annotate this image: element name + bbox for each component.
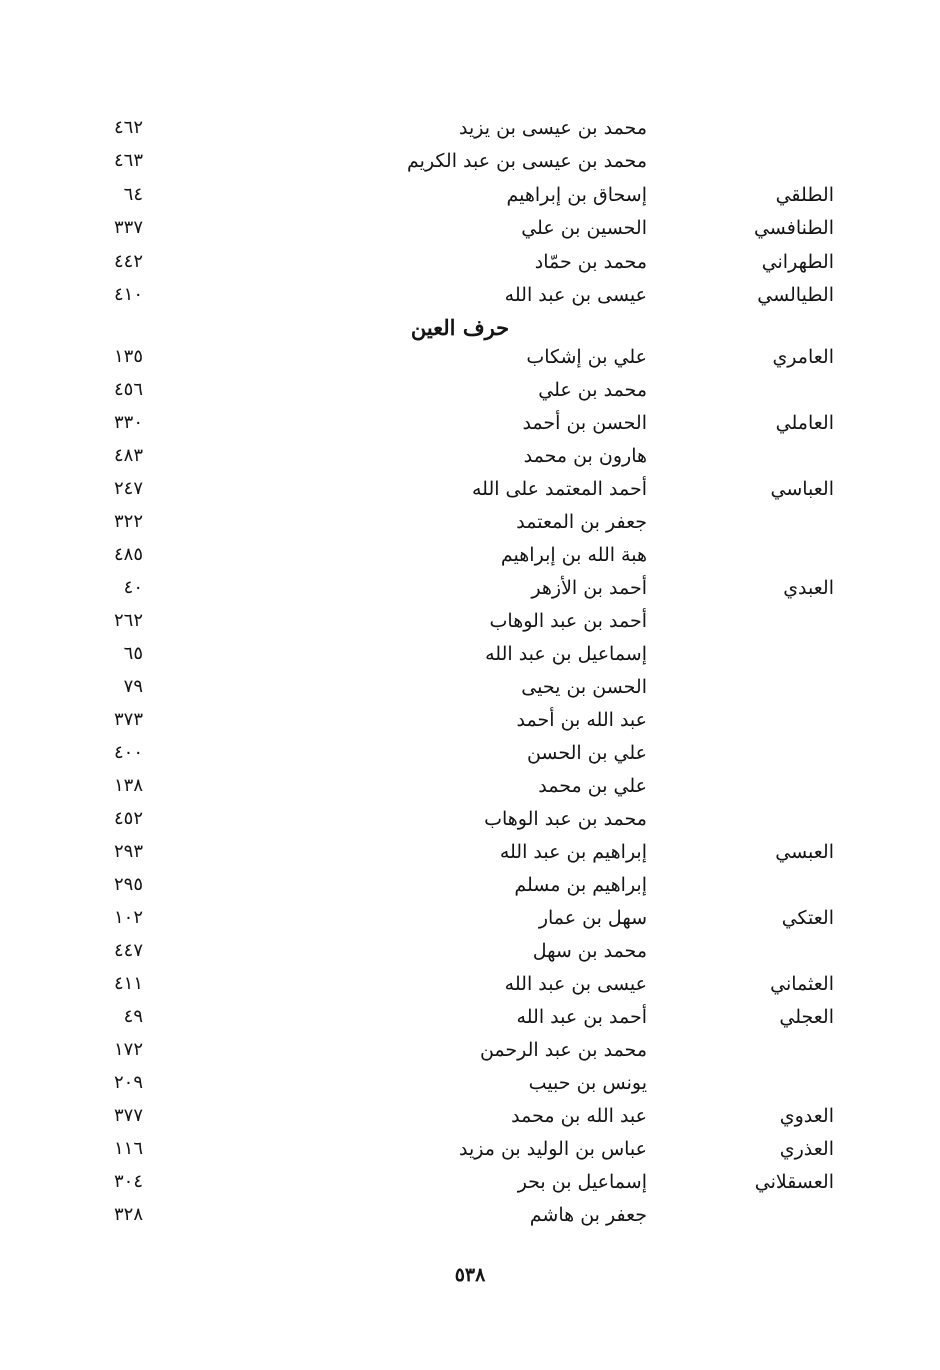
page-reference: ١٣٨ [113, 775, 143, 796]
person-name: عباس بن الوليد بن مزيد [458, 1138, 647, 1160]
index-entry [0, 935, 940, 967]
page-reference: ٢٩٥ [113, 874, 143, 895]
page-reference: ٦٥ [123, 643, 143, 664]
person-name: محمد بن سهل [532, 940, 647, 962]
person-name: جعفر بن المعتمد [516, 511, 647, 533]
nisba-label: الطنافسي [753, 217, 834, 240]
person-name: محمد بن عيسى بن يزيد [459, 117, 647, 139]
person-name: محمد بن عيسى بن عبد الكريم [407, 150, 647, 173]
person-name: عيسى بن عبد الله [504, 973, 647, 995]
section-heading: حرف العين [410, 315, 510, 340]
nisba-label: العاملي [775, 412, 834, 434]
page-reference: ١٣٥ [113, 346, 143, 367]
page-reference: ٢٦٢ [113, 610, 143, 631]
index-entry [0, 473, 940, 505]
page-reference: ٤٥٦ [113, 379, 143, 400]
nisba-label: العدوي [779, 1105, 834, 1127]
page-reference: ٤١١ [113, 973, 143, 994]
page-reference: ٣٣٧ [113, 217, 143, 239]
index-entry [0, 572, 940, 604]
page-reference: ٤١٠ [113, 284, 143, 305]
index-entry [0, 869, 940, 901]
nisba-label: العباسي [770, 478, 834, 500]
index-entry [0, 407, 940, 439]
page-reference: ١٠٢ [113, 907, 143, 928]
index-entry [0, 1001, 940, 1033]
page-reference: ٤٤٧ [113, 940, 143, 961]
index-entry [0, 1034, 940, 1066]
page-reference: ٣٢٨ [113, 1204, 143, 1225]
index-entry [0, 770, 940, 802]
person-name: إبراهيم بن عبد الله [499, 841, 647, 863]
page-number: ٥٣٨ [454, 1264, 486, 1286]
index-entry [0, 1100, 940, 1132]
nisba-label: العسقلاني [754, 1171, 834, 1193]
nisba-label: العتكي [781, 907, 834, 929]
index-entry [0, 341, 940, 373]
page-reference: ٤٥٢ [113, 808, 143, 829]
nisba-label: الطهراني [761, 250, 834, 273]
person-name: محمد بن علي [538, 379, 647, 401]
index-entry [0, 246, 940, 278]
page-reference: ٤٩ [123, 1006, 143, 1027]
page-reference: ٧٩ [123, 676, 143, 697]
person-name: عيسى بن عبد الله [504, 284, 647, 306]
page-reference: ٣٢٢ [113, 511, 143, 532]
index-entry [0, 279, 940, 311]
person-name: محمد بن حمّاد [534, 250, 647, 273]
page-reference: ١٧٢ [113, 1039, 143, 1060]
person-name: علي بن إشكاب [526, 346, 647, 368]
page-reference: ١١٦ [113, 1138, 143, 1159]
person-name: الحسن بن أحمد [522, 412, 647, 434]
index-entry [0, 179, 940, 211]
page-reference: ٣٧٧ [113, 1105, 143, 1126]
person-name: عبد الله بن أحمد [516, 709, 647, 731]
nisba-label: العجلي [779, 1006, 834, 1028]
page-reference: ٢٩٣ [113, 841, 143, 862]
index-entry [0, 704, 940, 736]
page-reference: ٤٠ [123, 577, 143, 598]
index-entry [0, 737, 940, 769]
person-name: أحمد بن عبد الله [516, 1006, 647, 1028]
index-entry [0, 1067, 940, 1099]
index-entry [0, 506, 940, 538]
nisba-label: العذري [779, 1138, 834, 1160]
nisba-label: العبدي [783, 577, 834, 599]
person-name: الحسن بن يحيى [521, 676, 647, 698]
person-name: إبراهيم بن مسلم [514, 874, 647, 896]
person-name: هبة الله بن إبراهيم [500, 544, 647, 566]
index-entry [0, 145, 940, 177]
person-name: جعفر بن هاشم [529, 1204, 647, 1226]
page-reference: ٤٨٣ [113, 445, 143, 466]
person-name: إسماعيل بن عبد الله [485, 643, 647, 665]
index-entry [0, 1133, 940, 1165]
index-entry [0, 374, 940, 406]
index-entry [0, 803, 940, 835]
person-name: أحمد المعتمد على الله [471, 478, 647, 500]
index-entry [0, 605, 940, 637]
index-entry [0, 902, 940, 934]
person-name: إسحاق بن إبراهيم [506, 183, 647, 206]
person-name: أحمد بن الأزهر [531, 577, 647, 599]
page-reference: ٤٠٠ [113, 742, 143, 763]
page-reference: ٢٤٧ [113, 478, 143, 499]
index-entry [0, 638, 940, 670]
page-reference: ٤٦٢ [113, 117, 143, 138]
person-name: الحسين بن علي [521, 217, 647, 240]
nisba-label: العامري [772, 346, 834, 368]
page-reference: ٣٠٤ [113, 1171, 143, 1192]
page-reference: ٤٦٣ [113, 150, 143, 172]
index-entry [0, 968, 940, 1000]
person-name: هارون بن محمد [523, 445, 647, 467]
index-entry [0, 1199, 940, 1231]
nisba-label: الطلقي [775, 183, 834, 206]
index-entry [0, 212, 940, 244]
person-name: علي بن محمد [538, 775, 647, 797]
page-reference: ٢٠٩ [113, 1072, 143, 1093]
person-name: سهل بن عمار [538, 907, 647, 929]
person-name: إسماعيل بن بحر [517, 1171, 647, 1193]
page-reference: ٦٤ [123, 183, 143, 205]
person-name: محمد بن عبد الوهاب [484, 808, 647, 830]
nisba-label: العثماني [770, 973, 834, 995]
person-name: محمد بن عبد الرحمن [479, 1039, 647, 1061]
nisba-label: الطيالسي [757, 284, 834, 306]
index-entry [0, 671, 940, 703]
page-reference: ٤٤٢ [113, 250, 143, 272]
person-name: يونس بن حبيب [528, 1072, 647, 1094]
person-name: عبد الله بن محمد [511, 1105, 647, 1127]
person-name: أحمد بن عبد الوهاب [489, 610, 647, 632]
index-entry [0, 440, 940, 472]
nisba-label: العبسي [775, 841, 834, 863]
page-reference: ٣٣٠ [113, 412, 143, 433]
index-entry [0, 539, 940, 571]
page-reference: ٤٨٥ [113, 544, 143, 565]
index-entry [0, 836, 940, 868]
index-entry [0, 112, 940, 144]
index-entry [0, 1166, 940, 1198]
page-reference: ٣٧٣ [113, 709, 143, 730]
person-name: علي بن الحسن [526, 742, 647, 764]
